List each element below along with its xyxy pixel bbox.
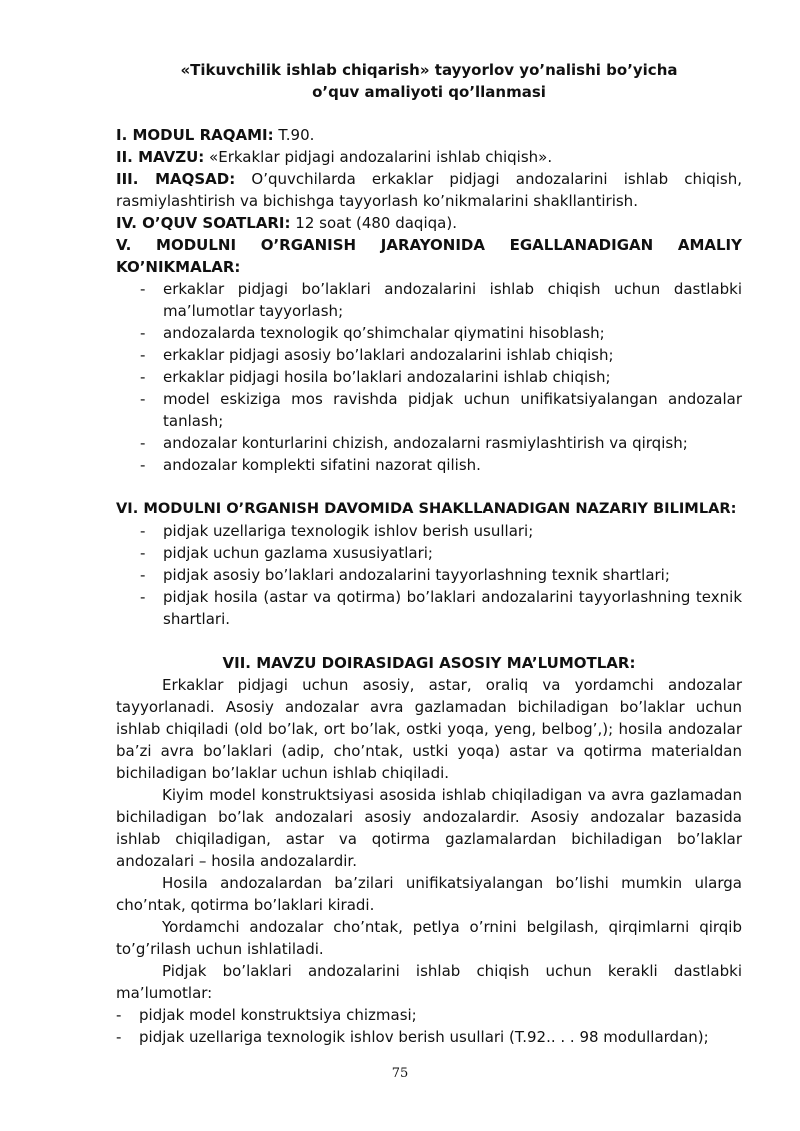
section-label: I. MODUL RAQAMI: [116,126,274,144]
list-item: - model eskiziga mos ravishda pidjak uchun unifikatsiyalangan andozalar tanlash; [116,388,742,432]
paragraph: Hosila andozalardan ba’zilari unifikatsiyalangan bo’lishi mumkin ularga cho’ntak, qotirma bo’laklari kiradi. [116,874,742,914]
section-info-heading: VII. MAVZU DOIRASIDAGI ASOSIY MA’LUMOTLAR: [222,654,636,672]
title-line-2: o’quv amaliyoti qo’llanmasi [312,83,546,101]
list-item: - andozalarda texnologik qo’shimchalar qiymatini hisoblash; [116,322,742,344]
info-list [92,1004,742,1048]
section-skills-heading: V. MODULNI O’RGANISH JARAYONIDA EGALLANADIGAN AMALIY KO’NIKMALAR: [116,236,742,276]
document-title [116,59,742,103]
section-label: III. MAQSAD: [116,170,236,188]
list-item: - erkaklar pidjagi hosila bo’laklari andozalarini ishlab chiqish; [116,366,742,388]
section-module-number [116,124,742,146]
document-body [116,124,742,1048]
section-value: T.90. [273,126,315,144]
list-item: - pidjak hosila (astar va qotirma) bo’laklari andozalarini tayyorlashning texnik shartlari. [116,586,742,630]
list-item: - erkaklar pidjagi bo’laklari andozalarini ishlab chiqish uchun dastlabki ma’lumotlar tayyorlash; [116,278,742,322]
section-value: 12 soat (480 daqiqa). [290,214,457,232]
title-line-1: «Tikuvchilik ishlab chiqarish» tayyorlov yo’nalishi bo’yicha [180,61,678,79]
paragraph: Kiyim model konstruktsiyasi asosida ishlab chiqiladigan va avra gazlamadan bichiladigan bo’lak andozalari asosiy andozalardir. Asosiy andozalar bazasida ishlab chiqiladigan, astar va qotirma gazlamalardan bichiladigan bo’laklar andozalari – hosila andozalardir. [116,786,742,870]
paragraph: Yordamchi andozalar cho’ntak, petlya o’rnini belgilash, qirqimlarni qirqib to’g’rilash uchun ishlatiladi. [116,918,742,958]
paragraph: Pidjak bo’laklari andozalarini ishlab chiqish uchun kerakli dastlabki ma’lumotlar: [116,962,742,1002]
section-label: II. MAVZU: [116,148,205,166]
section-hours [116,212,742,234]
section-label: IV. O’QUV SOATLARI: [116,214,291,232]
list-item: - pidjak uchun gazlama xususiyatlari; [116,542,742,564]
list-item: - andozalar konturlarini chizish, andozalarni rasmiylashtirish va qirqish; [116,432,742,454]
paragraph: Erkaklar pidjagi uchun asosiy, astar, oraliq va yordamchi andozalar tayyorlanadi. Asosiy andozalar avra gazlamadan bichiladigan bo’laklar uchun ishlab chiqiladi (old bo’lak, ort bo’lak, ostki yoqa, yeng, belbog’,); hosila andozalar ba’zi avra bo’laklari (adip, cho’ntak, ustki yoqa) astar va qotirma materialdan bichiladigan bo’laklar uchun ishlab chiqiladi. [116,676,742,782]
section-topic [116,146,742,168]
list-item: - pidjak uzellariga texnologik ishlov berish usullari (T.92.. . . 98 modullardan); [92,1026,742,1048]
list-item: - erkaklar pidjagi asosiy bo’laklari andozalarini ishlab chiqish; [116,344,742,366]
skills-list [116,278,742,476]
list-item: - andozalar komplekti sifatini nazorat qilish. [116,454,742,476]
section-value: O’quvchilarda erkaklar pidjagi andozalarini ishlab chiqish, rasmiylashtirish va bichishga tayyorlash ko’nikmalarini shakllantirish. [116,170,742,210]
knowledge-list [116,520,742,630]
section-knowledge-heading: VI. MODULNI O’RGANISH DAVOMIDA SHAKLLANADIGAN NAZARIY BILIMLAR: [116,500,737,517]
list-item: - pidjak asosiy bo’laklari andozalarini tayyorlashning texnik shartlari; [116,564,742,586]
list-item: - pidjak model konstruktsiya chizmasi; [92,1004,742,1026]
page-number: 75 [391,1066,409,1081]
section-value: «Erkaklar pidjagi andozalarini ishlab chiqish». [204,148,553,166]
section-goal [116,168,742,212]
list-item: - pidjak uzellariga texnologik ishlov berish usullari; [116,520,742,542]
